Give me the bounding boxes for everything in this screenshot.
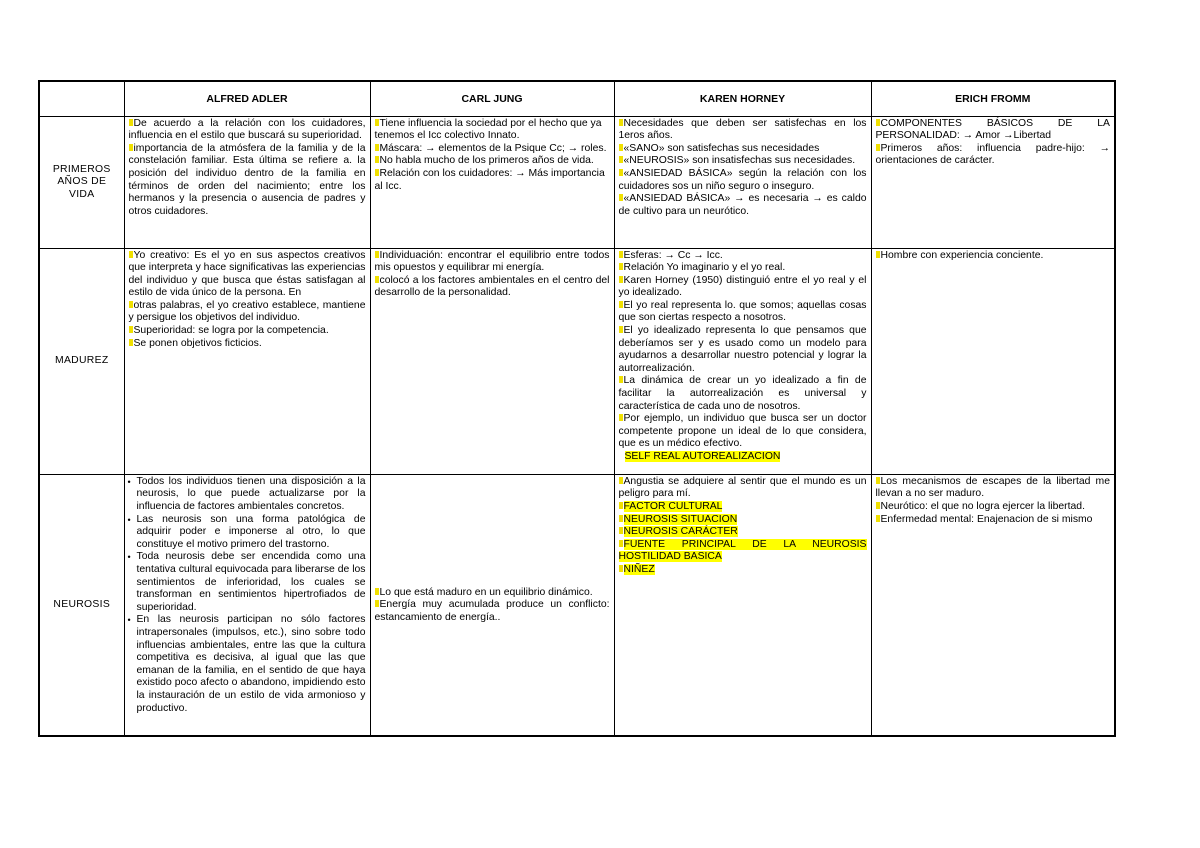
bullet-item: FACTOR CULTURAL: [619, 501, 867, 514]
bullet-item: otras palabras, el yo creativo establece, mantiene y persigue los objetivos del individuo.: [128, 299, 366, 324]
bullet-item: Primeros años: influencia padre-hijo: → orientaciones de carácter.: [875, 142, 1110, 167]
bullet-item: Por ejemplo, un individuo que busca ser un doctor competente propone un ideal de lo que considera, que es un médico efectivo.: [618, 413, 867, 450]
bullet-item: FUENTE PRINCIPAL DE LA NEUROSIS HOSTILIDAD BASICA: [618, 538, 867, 563]
bullet-item: La dinámica de crear un yo idealizado a fin de facilitar la autorrealización es universal y característica de cada uno de nosotros.: [618, 375, 867, 412]
list-item: • Todos los individuos tienen una disposición a la neurosis, lo que puede actualizarse por la influencia de factores ambientales concretos.: [137, 476, 366, 514]
bullet-item: NIÑEZ: [619, 564, 867, 577]
cell-fromm: [871, 474, 1115, 736]
bullet-item: Máscara: → elementos de la Psique Cc; → roles.: [375, 143, 610, 156]
cell-fromm: [871, 248, 1115, 474]
bullet-item: «NEUROSIS» son insatisfechas sus necesidades.: [619, 155, 867, 168]
bullet-item: Energía muy acumulada produce un conflicto: estancamiento de energía..: [374, 599, 610, 623]
bullet-item: Neurótico: el que no logra ejercer la libertad.: [876, 501, 1111, 514]
bullet-item: De acuerdo a la relación con los cuidadores, influencia en el estilo que buscará su superioridad.: [128, 117, 366, 142]
row-primeros-anos: [39, 116, 1115, 248]
bullet-item: Angustia se adquiere al sentir que el mundo es un peligro para mí.: [618, 475, 867, 500]
cell-adler: [124, 116, 370, 248]
bullet-item: Individuación: encontrar el equilibrio entre todos mis opuestos y equilibrar mi energía.: [374, 249, 610, 274]
row-label: MADUREZ: [39, 248, 124, 474]
row-madurez: [39, 248, 1115, 474]
bullet-item: Superioridad: se logra por la competencia.: [129, 325, 366, 338]
list-item: • Las neurosis son una forma patológica de adquirir poder e imponerse al otro, lo que constituye el motivo primero del trastorno.: [137, 514, 366, 552]
bullet-item: «ANSIEDAD BÁSICA» según la relación con los cuidadores sos un niño seguro o inseguro.: [618, 168, 867, 192]
bullet-item: Esferas: → Cc → Icc.: [619, 250, 867, 263]
header-jung: CARL JUNG: [370, 81, 614, 116]
bullet-item: Los mecanismos de escapes de la libertad me llevan a no ser maduro.: [875, 475, 1110, 500]
cell-fromm: [871, 116, 1115, 248]
bullet-item: colocó a los factores ambientales en el centro del desarrollo de la personalidad.: [374, 274, 610, 299]
row-neurosis: [39, 474, 1115, 736]
bullet-item: Yo creativo: Es el yo en sus aspectos creativos que interpreta y hace significativas las experiencias del individuo y que busca que éstas satisfagan al estilo de vida único de la persona. En: [128, 249, 366, 299]
bullet-item: Relación con los cuidadores: → Más importancia al Icc.: [374, 168, 605, 192]
cell-jung: [370, 248, 614, 474]
corner-cell: [39, 81, 124, 116]
bullet-item: «SANO» son satisfechas sus necesidades: [619, 143, 867, 156]
bullet-item: importancia de la atmósfera de la familia y de la constelación familiar. Esta última se refiere a. la posición del individuo dentro de la familia en términos de orden del nacimiento; entre los hermanos y la presencia o ausencia de padres y otros cuidadores.: [128, 142, 366, 217]
comparison-table: [38, 80, 1116, 737]
header-horney: KAREN HORNEY: [614, 81, 871, 116]
list-item: • Toda neurosis debe ser encendida como una tentativa cultural equivocada para liberarse de los sentimientos de inferioridad, los cuales se transforman en sentimientos hipertrofiados de superioridad.: [137, 551, 366, 614]
bullet-item: «ANSIEDAD BÁSICA» → es necesaria → es caldo de cultivo para un neurótico.: [618, 193, 867, 217]
bullet-item: El yo idealizado representa lo que pensamos que deberíamos ser y es usado como un modelo para ayudarnos a desarrollar nuestro potencial y lograr la autorrealización.: [618, 325, 867, 374]
cell-adler: [124, 248, 370, 474]
cell-adler: [124, 474, 370, 736]
bullet-item: NEUROSIS SITUACION: [619, 514, 867, 527]
header-adler: ALFRED ADLER: [124, 81, 370, 116]
header-fromm: ERICH FROMM: [871, 81, 1115, 116]
cell-horney: [614, 116, 871, 248]
bullet-item: Hombre con experiencia conciente.: [876, 250, 1111, 263]
cell-horney: [614, 248, 871, 474]
highlight-note: SELF REAL AUTOREALIZACION: [624, 451, 781, 462]
row-label: PRIMEROS AÑOS DE VIDA: [39, 116, 124, 248]
bullet-item: COMPONENTES BÁSICOS DE LA PERSONALIDAD: → Amor →Libertad: [875, 117, 1110, 142]
bullet-item: No habla mucho de los primeros años de vida.: [375, 155, 610, 168]
bullet-item: El yo real representa lo. que somos; aquellas cosas que son ciertas respecto a nosotros.: [618, 299, 867, 324]
bullet-item: Lo que está maduro en un equilibrio dinámico.: [375, 587, 610, 600]
row-label: NEUROSIS: [39, 474, 124, 736]
cell-jung: [370, 116, 614, 248]
header-row: [39, 81, 1115, 116]
adler-neurosis-list: [129, 476, 366, 715]
cell-jung: [370, 474, 614, 736]
bullet-item: Tiene influencia la sociedad por el hecho que ya tenemos el Icc colectivo Innato.: [374, 117, 602, 142]
bullet-item: Enfermedad mental: Enajenacion de si mismo: [876, 514, 1111, 527]
cell-horney: [614, 474, 871, 736]
bullet-item: Karen Horney (1950) distinguió entre el yo real y el yo idealizado.: [618, 274, 867, 299]
bullet-item: Necesidades que deben ser satisfechas en los 1eros años.: [618, 117, 867, 142]
bullet-item: NEUROSIS CARÁCTER: [619, 526, 867, 539]
bullet-item: Se ponen objetivos ficticios.: [129, 338, 366, 351]
list-item: • En las neurosis participan no sólo factores intrapersonales (impulsos, etc.), sino sobre todo influencias ambientales, entre las que la cultura competitiva es decisiva, al igual que las que emanan de la familia, en el sentido de que haya existido poco afecto o abandono, impidiendo esto la instauración de un estilo de vida armonioso y productivo.: [137, 614, 366, 715]
bullet-item: Relación Yo imaginario y el yo real.: [619, 262, 867, 275]
